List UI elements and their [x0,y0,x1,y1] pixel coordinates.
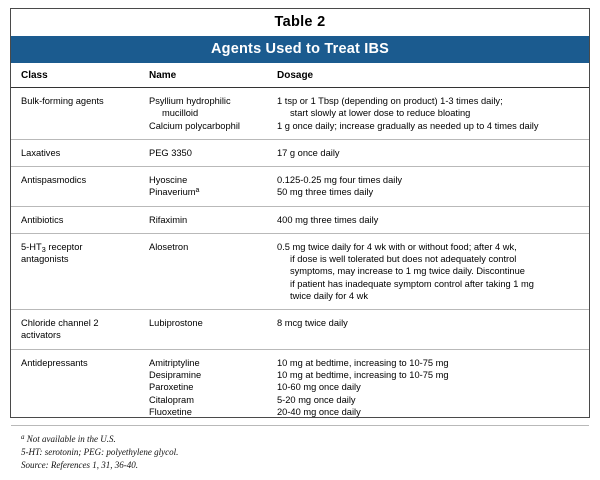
table-row [11,349,589,425]
table-title-bar: Agents Used to Treat IBS [11,36,589,63]
cell-class: Bulk-forming agents [11,88,139,140]
cell-name: Hyoscine Pinaverium$^a$ [139,167,267,207]
cell-class: Antispasmodics [11,167,139,207]
cell-class: Antidepressants [11,349,139,425]
cell-name: Lubiprostone [139,310,267,350]
column-header-dosage: Dosage [267,63,589,88]
cell-name: Psyllium hydrophilic mucilloid Calcium polycarbophil [139,88,267,140]
footnote-line: Source: References 1, 31, 36-40. [21,460,139,471]
table-row [11,310,589,350]
cell-class: Laxatives [11,139,139,166]
cell-name: PEG 3350 [139,139,267,166]
cell-name: Amitriptyline Desipramine Paroxetine Citalopram Fluoxetine [139,349,267,425]
cell-dosage: 17 g once daily [267,139,589,166]
cell-dosage: 8 mcg twice daily [267,310,589,350]
table-footnotes [11,426,589,480]
cell-class: $5-HT_3$ receptor antagonists [11,233,139,309]
table-row [11,233,589,309]
cell-dosage: 0.125-0.25 mg four times daily 50 mg three times daily [267,167,589,207]
agents-table [11,63,589,426]
table-row [11,167,589,207]
cell-name: Rifaximin [139,206,267,233]
table-body [11,88,589,426]
cell-dosage: 1 tsp or 1 Tbsp (depending on product) 1-3 times daily; start slowly at lower dose to reduce bloating 1 g once daily; increase gradually as needed up to 4 times daily [267,88,589,140]
table-number: Table 2 [274,14,326,30]
cell-class: Chloride channel 2 activators [11,310,139,350]
table-row [11,88,589,140]
footnote-line: 5-HT: serotonin; PEG: polyethylene glycol. [21,447,179,458]
cell-dosage: 10 mg at bedtime, increasing to 10-75 mg 10 mg at bedtime, increasing to 10-75 mg 10-60 mg once daily 5-20 mg once daily 20-40 mg once daily [267,349,589,425]
column-header-class: Class [11,63,139,88]
cell-class: Antibiotics [11,206,139,233]
cell-name: Alosetron [139,233,267,309]
cell-dosage: 400 mg three times daily [267,206,589,233]
column-header-name: Name [139,63,267,88]
table-row [11,139,589,166]
cell-dosage: 0.5 mg twice daily for 4 wk with or without food; after 4 wk, if dose is well tolerated but does not adequately control symptoms, may increase to 1 mg twice daily. Discontinue if patient has inadequate symptom control after taking 1 mg twice daily for 4 wk [267,233,589,309]
footnote-line: $^a$ Not available in the U.S. [21,433,116,445]
table-row [11,206,589,233]
table-header-row [11,63,589,88]
table-container [10,8,590,471]
